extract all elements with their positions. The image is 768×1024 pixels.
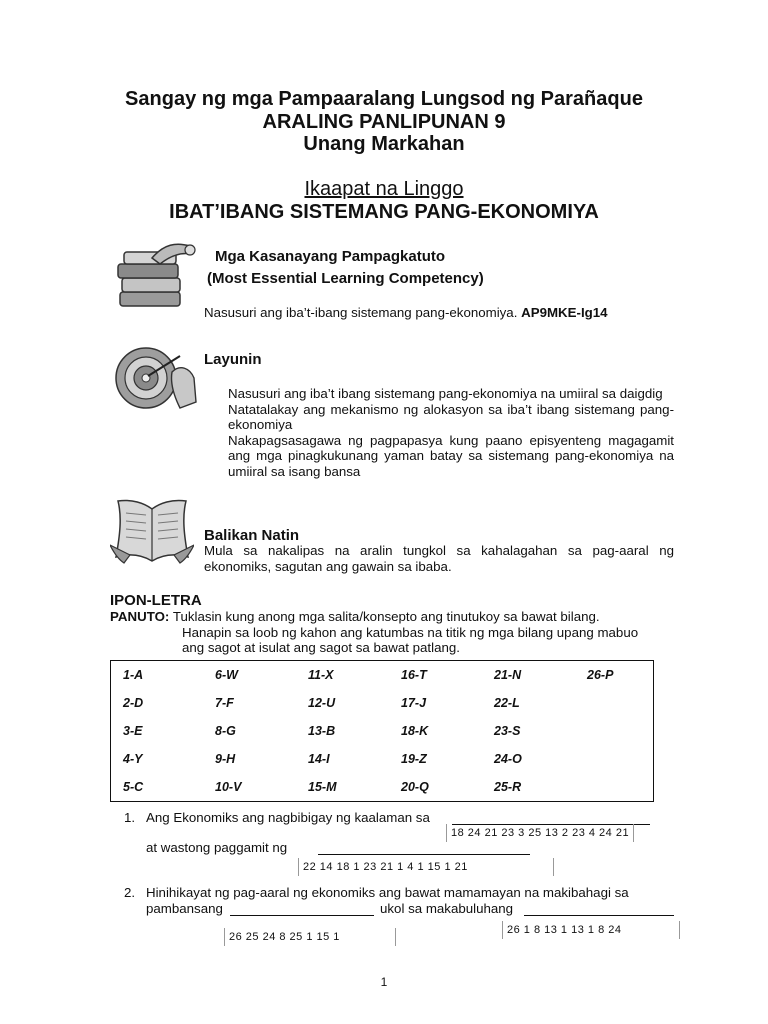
layunin-item-2: Natatalakay ang mekanismo ng alokasyon sa iba’t ibang sistemang pang-ekonomiya <box>228 401 674 432</box>
header-quarter: Unang Markahan <box>303 133 465 155</box>
code-cell: 6-W <box>215 668 238 682</box>
topic-title: IBAT’IBANG SISTEMANG PANG-EKONOMIYA <box>169 201 599 223</box>
code-cell: 13-B <box>308 724 336 738</box>
code-cell: 17-J <box>401 696 427 710</box>
code-cell: 26-P <box>587 668 614 682</box>
layunin-title: Layunin <box>204 351 262 368</box>
code-cell: 9-H <box>215 752 236 766</box>
melc-text: Nasusuri ang iba’t-ibang sistemang pang-ekonomiya. <box>204 305 518 320</box>
panuto-line1: Tuklasin kung anong mga salita/konsepto ang tinutukoy sa bawat bilang. <box>172 609 600 624</box>
q1-number: 1. <box>124 810 136 825</box>
page-number: 1 <box>380 975 388 989</box>
balikan-title: Balikan Natin <box>204 527 300 544</box>
target-icon <box>114 344 198 417</box>
q1-answer-blank-1[interactable] <box>452 810 650 825</box>
q1-text: Ang Ekonomiks ang nagbibigay ng kaalaman sa <box>146 810 430 825</box>
code-cell: 25-R <box>494 780 522 794</box>
week-title: Ikaapat na Linggo <box>304 178 464 200</box>
code-cell: 1-A <box>123 668 144 682</box>
q2-number: 2. <box>124 885 136 900</box>
layunin-item-1: Nasusuri ang iba’t ibang sistemang pang-ekonomiya na umiiral sa daigdig <box>228 386 663 401</box>
panuto-line2: Hanapin sa loob ng kahon ang katumbas na titik ng mga bilang upang mabuo <box>182 624 639 640</box>
layunin-item-3: Nakapagsasagawa ng pagpapasya kung paano episyenteng magagamit ang mga pinagkukunang yaman batay sa sistemang pang-ekonomiya na umiiral sa isang bansa <box>228 432 674 479</box>
code-cell: 18-K <box>401 724 429 738</box>
code-cell: 16-T <box>401 668 427 682</box>
code-cell: 4-Y <box>123 752 143 766</box>
q2-pre: pambansang <box>146 901 223 916</box>
code-cell: 23-S <box>494 724 521 738</box>
code-cell: 22-L <box>494 696 520 710</box>
code-cell: 2-D <box>123 696 144 710</box>
panuto-label: PANUTO: <box>110 609 170 624</box>
code-cell: 12-U <box>308 696 336 710</box>
q2-mid: ukol sa makabuluhang <box>380 901 514 916</box>
activity-title: IPON-LETRA <box>110 592 202 609</box>
header-subject: ARALING PANLIPUNAN 9 <box>262 111 506 133</box>
code-cell: 24-O <box>494 752 522 766</box>
q2-answer-blank-1[interactable] <box>230 901 374 916</box>
q2-cipher-2: 26 1 8 13 1 13 1 8 24 <box>502 921 680 939</box>
code-cell: 10-V <box>215 780 242 794</box>
week-wrap <box>0 178 768 201</box>
q2-answer-blank-2[interactable] <box>524 901 674 916</box>
melc-title: Mga Kasanayang Pampagkatuto <box>215 248 446 265</box>
melc-subtitle: (Most Essential Learning Competency) <box>207 270 484 287</box>
code-cell: 21-N <box>494 668 522 682</box>
code-cell: 20-Q <box>401 780 429 794</box>
code-cell: 5-C <box>123 780 144 794</box>
layunin-list <box>228 386 674 479</box>
code-cell: 15-M <box>308 780 337 794</box>
q1-cipher-2: 22 14 18 1 23 21 1 4 1 15 1 21 <box>298 858 554 876</box>
panuto-block <box>110 609 670 656</box>
melc-code: AP9MKE-Ig14 <box>521 305 608 320</box>
q1-text2: at wastong paggamit ng <box>146 840 288 855</box>
q2-line1: Hinihikayat ng pag-aaral ng ekonomiks ang bawat mamamayan na makibahagi sa <box>146 885 629 900</box>
header-line1: Sangay ng mga Pampaaralang Lungsod ng Parañaque <box>125 88 643 110</box>
code-cell: 11-X <box>308 668 334 682</box>
code-cell: 14-I <box>308 752 330 766</box>
code-cell: 19-Z <box>401 752 427 766</box>
balikan-text: Mula sa nakalipas na aralin tungkol sa kahalagahan sa pag-aaral ng ekonomiks, sagutan ang gawain sa ibaba. <box>204 543 674 574</box>
books-icon <box>112 240 198 317</box>
open-book-icon <box>110 495 194 570</box>
code-table <box>110 660 654 802</box>
q1-cipher-1: 18 24 21 23 3 25 13 2 23 4 24 21 <box>446 824 634 842</box>
code-cell: 7-F <box>215 696 234 710</box>
melc-text-wrap <box>204 305 608 321</box>
code-cell: 3-E <box>123 724 143 738</box>
q2-cipher-1: 26 25 24 8 25 1 15 1 <box>224 928 396 946</box>
q1-answer-blank-2[interactable] <box>318 840 530 855</box>
panuto-line3: ang sagot at isulat ang sagot sa bawat patlang. <box>182 640 460 655</box>
code-cell: 8-G <box>215 724 236 738</box>
